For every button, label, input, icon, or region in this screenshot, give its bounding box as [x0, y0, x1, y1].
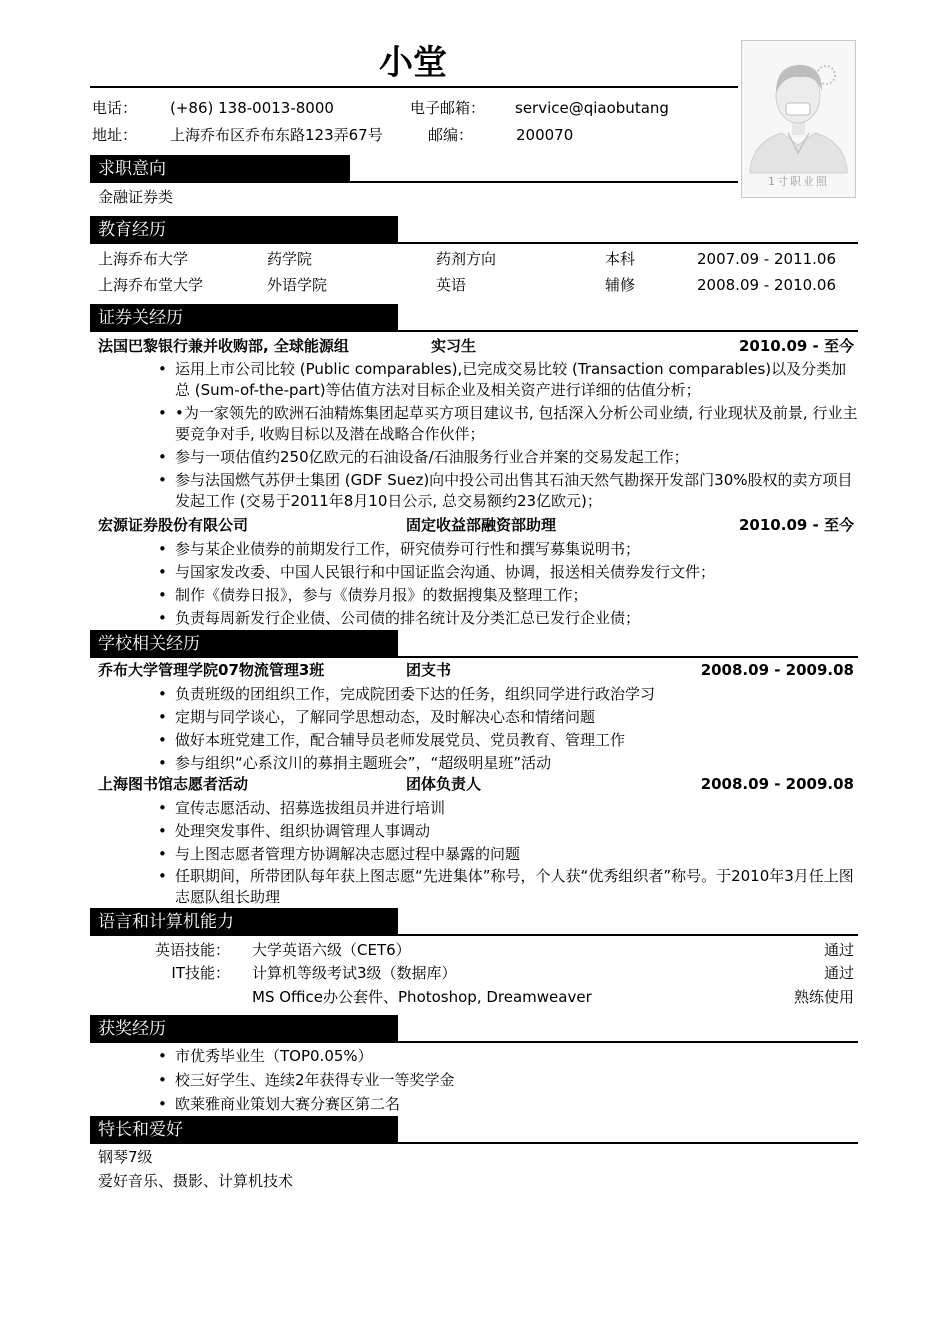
hobby-item: 钢琴7级	[98, 1148, 153, 1166]
skill-level: 通过	[823, 941, 854, 959]
job-role: 实习生	[431, 337, 477, 355]
section-school	[90, 630, 858, 658]
edu-degree: 本科	[605, 250, 636, 268]
candidate-name: 小堂	[379, 43, 447, 83]
zip-value: 200070	[516, 126, 574, 144]
email-value[interactable]: service@qiaobutang	[515, 99, 669, 117]
section-title: 语言和计算机能力	[98, 912, 234, 932]
skill-label: IT技能：	[171, 964, 230, 982]
name-underline	[90, 86, 738, 88]
section-securities	[90, 304, 858, 332]
section-title: 证券关经历	[98, 308, 183, 328]
job-period: 2008.09 - 2009.08	[700, 775, 854, 793]
job-period: 2010.09 - 至今	[739, 516, 854, 534]
email-label: 电子邮箱：	[410, 99, 486, 117]
photo-caption: 1寸职业照	[768, 175, 829, 188]
edu-college: 外语学院	[267, 276, 328, 294]
edu-college: 药学院	[267, 250, 313, 268]
edu-school: 上海乔布大学	[98, 250, 189, 268]
section-skills	[90, 908, 858, 936]
job-org: 上海图书馆志愿者活动	[98, 775, 249, 793]
job-org: 法国巴黎银行兼并收购部, 全球能源组	[98, 337, 349, 355]
job-role: 固定收益部融资部助理	[406, 516, 557, 534]
job-org: 乔布大学管理学院07物流管理3班	[98, 661, 325, 679]
hobby-item: 爱好音乐、摄影、计算机技术	[98, 1172, 294, 1190]
skill-level: 通过	[823, 964, 854, 982]
job-org: 宏源证券股份有限公司	[98, 516, 249, 534]
edu-period: 2008.09 - 2010.06	[697, 276, 837, 294]
job-role: 团体负责人	[406, 775, 482, 793]
edu-major: 药剂方向	[436, 250, 497, 268]
phone-value: (+86) 138-0013-8000	[170, 99, 334, 117]
section-title: 教育经历	[98, 220, 166, 240]
job-role: 团支书	[406, 661, 452, 679]
skill-item: 计算机等级考试3级（数据库）	[252, 964, 457, 982]
section-hobbies	[90, 1116, 858, 1144]
section-education	[90, 216, 858, 244]
profile-photo	[741, 40, 856, 198]
section-objective	[90, 155, 738, 183]
skill-level: 熟练使用	[793, 988, 854, 1006]
edu-period: 2007.09 - 2011.06	[697, 250, 837, 268]
address-value: 上海乔布区乔布东路123弄67号	[170, 126, 383, 144]
address-label: 地址：	[92, 126, 138, 144]
job-period: 2010.09 - 至今	[739, 337, 854, 355]
skill-item: 大学英语六级（CET6）	[252, 941, 411, 959]
section-title: 获奖经历	[98, 1019, 166, 1039]
resume-page: 小堂 电话： (+86) 138-0013-8000 电子邮箱： service@qiaobutang 地址： 上海乔布区乔布东路123弄67号 邮编： 200070 1寸职业照 求职意向 金融证券类 教育经历 上海乔布大学 药学院 药剂方向 本科 2007.09 - 2011.06 上海乔布堂大学 外语学院 英语 辅修 2008.09 - 2010.06 证券关经历 法国巴黎银行兼并收购部, 全球能源组 实习生 2010.09 - 至今 • 运用上市公司比较 (Public comparables),已完成交易比较 (Transaction comparables)以及分类加总 (Sum-of-the-part)等估值方法对目标企业及相关资产进行详细的估值分析； • •为一家领先的欧洲石油精炼集团起草买方项目建议书, 包括深入分析公司业绩, 行业现状及前景, 行业主要竞争对手, 收购目标以及潜在战略合作伙伴； • 参与一项估值约250亿欧元的石油设备/石油服务行业合并案的交易发起工作； • 参与法国燃气苏伊士集团 (GDF Suez)向中投公司出售其石油天然气勘探开发部门30%股权的卖方项目发起工作 (交易于2011年8月10日公示, 总交易额约23亿欧元)； 宏源证券股份有限公司 固定收益部融资部助理 2010.09 - 至今 • 参与某企业债券的前期发行工作，研究债券可行性和撰写募集说明书； • 与国家发改委、中国人民银行和中国证监会沟通、协调，报送相关债券发行文件； • 制作《债券日报》，参与《债券月报》的数据搜集及整理工作； • 负责每周新发行企业债、公司债的排名统计及分类汇总已发行企业债； 学校相关经历 乔布大学管理学院07物流管理3班 团支书 2008.09 - 2009.08 • 负责班级的团组织工作，完成院团委下达的任务，组织同学进行政治学习 • 定期与同学谈心，了解同学思想动态，及时解决心态和情绪问题 • 做好本班党建工作，配合辅导员老师发展党员、党员教育、管理工作 • 参与组织“心系汶川的募捐主题班会”，“超级明星班”活动 上海图书馆志愿者活动 团体负责人 2008.09 - 2009.08 • 宣传志愿活动、招募选拔组员并进行培训 • 处理突发事件、组织协调管理人事调动 • 与上图志愿者管理方协调解决志愿过程中暴露的问题 • 任职期间，所带团队每年获上图志愿“先进集体”称号，个人获“优秀组织者”称号。于2010年3月任上图志愿队组长助理 语言和计算机能力 英语技能： 大学英语六级（CET6） 通过 IT技能： 计算机等级考试3级（数据库） 通过 MS Office办公套件、Photoshop, Dreamweaver 熟练使用 获奖经历 • 市优秀毕业生（TOP0.05%） • 校三好学生、连续2年获得专业一等奖学金 • 欧莱雅商业策划大赛分赛区第二名 特长和爱好 钢琴7级 爱好音乐、摄影、计算机技术	[0, 0, 950, 1344]
section-awards	[90, 1015, 858, 1043]
edu-degree: 辅修	[605, 276, 636, 294]
section-title: 求职意向	[98, 159, 166, 179]
skill-label: 英语技能：	[154, 941, 230, 959]
edu-major: 英语	[436, 276, 467, 294]
edu-school: 上海乔布堂大学	[98, 276, 204, 294]
phone-label: 电话：	[92, 99, 138, 117]
skill-item: MS Office办公套件、Photoshop, Dreamweaver	[252, 988, 592, 1006]
section-title: 学校相关经历	[98, 634, 200, 654]
objective-value: 金融证券类	[98, 188, 174, 206]
section-title: 特长和爱好	[98, 1120, 183, 1140]
job-period: 2008.09 - 2009.08	[700, 661, 854, 679]
zip-label: 邮编：	[428, 126, 474, 144]
